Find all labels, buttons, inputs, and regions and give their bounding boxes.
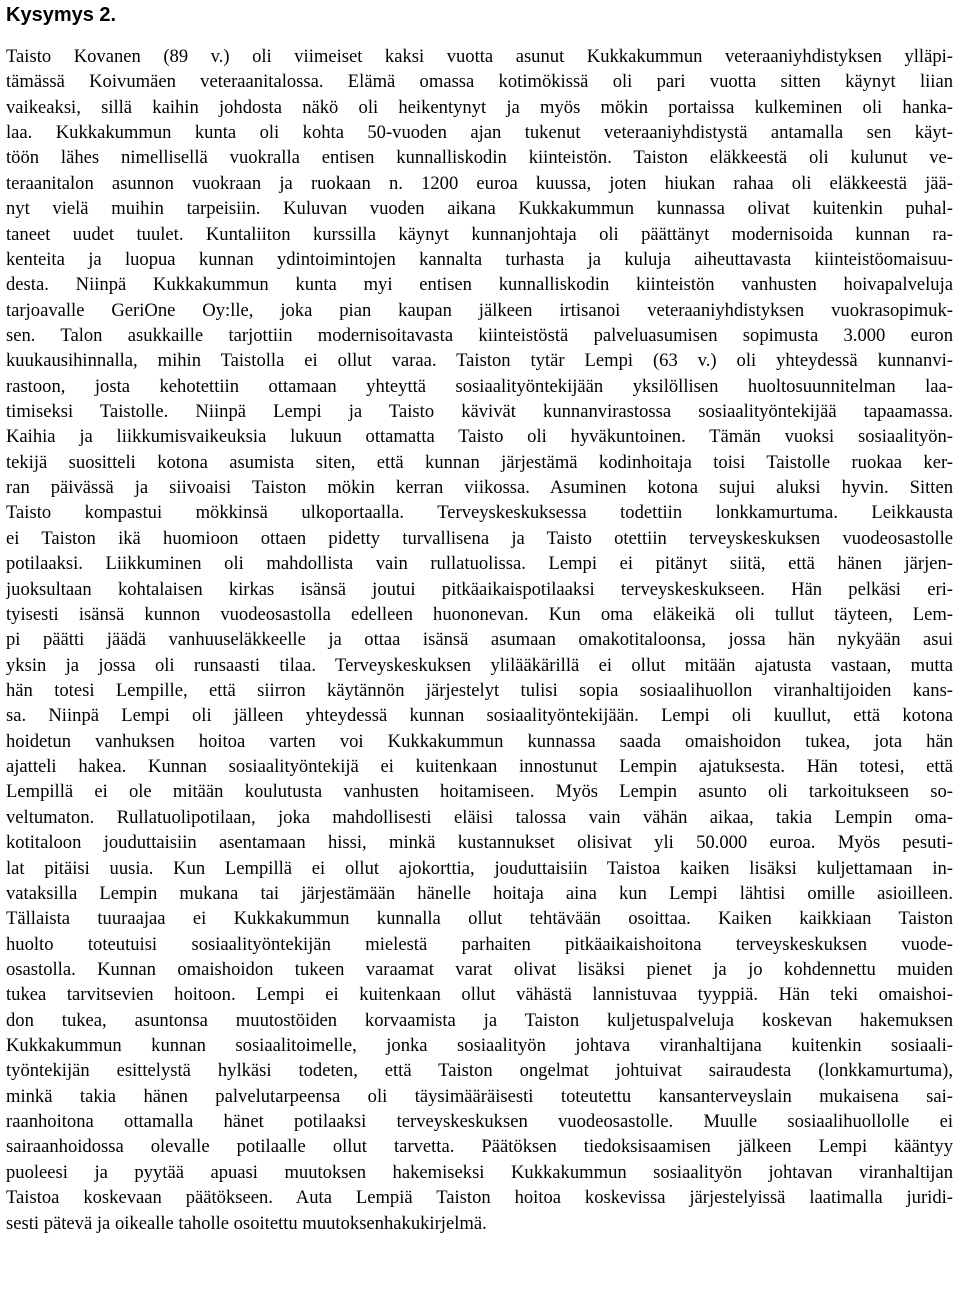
text-line: sen. Talon asukkaille tarjottiin modernisoitavasta kiinteistöstä palveluasumisen sopimusta 3.000 euron	[6, 324, 953, 346]
text-line: nyt vielä muihin tarpeisiin. Kuluvan vuoden aikana Kukkakummun kunnassa olivat kuitenkin puhal-	[6, 198, 953, 220]
text-line: kuukausihinnalla, mihin Taistolla ei ollut varaa. Taiston tytär Lempi (63 v.) oli yhteydessä kunnanvi-	[6, 350, 953, 372]
text-line: raanhoitona ottamalla hänet potilaaksi terveyskeskuksen vuodeosastolle. Muulle sosiaalihuollolle ei	[6, 1111, 953, 1133]
text-line: tekijä suositteli kotona asumista siten, että kunnan järjestämä kodinhoitaja toisi Taistolle ruokaa ker-	[6, 451, 953, 473]
text-line: sairaanhoidossa olevalle potilaalle ollut tarvetta. Päätöksen tiedoksisaamisen jälkeen Lempi kääntyy	[6, 1136, 953, 1158]
text-line: sesti pätevä ja oikealle taholle osoitettu muutoksenhakukirjelmä.	[6, 1212, 487, 1234]
text-line: veltumaton. Rullatuolipotilaan, joka mahdollisesti eläisi talossa vain vähän aikaa, takia Lempin oma-	[6, 806, 953, 828]
text-line: desta. Niinpä Kukkakummun kunta myi entisen kunnalliskodin kiinteistön vanhusten hoivapalveluja	[6, 274, 953, 296]
text-line: kotitaloon jouduttaisiin asentamaan hissi, minkä kustannukset olisivat yli 50.000 euroa. Myös pesuti-	[6, 832, 953, 854]
text-line: Taistoa koskevaan päätökseen. Auta Lempiä Taiston hoitoa koskevissa järjestelyissä laatimalla juridi-	[6, 1187, 953, 1209]
text-line: juoksultaan kohtalaisen kirkas isänsä joutui pitkäaikaispotilaaksi terveyskeskukseen. Hän pelkäsi eri-	[6, 578, 953, 600]
text-line: Taisto Kovanen (89 v.) oli viimeiset kaksi vuotta asunut Kukkakummun veteraaniyhdistyksen ylläpi-	[6, 46, 953, 67]
text-line: laa. Kukkakummun kunta oli kohta 50-vuoden ajan tukenut veteraaniyhdistystä antamalla sen käyt-	[6, 122, 953, 144]
text-line: Kaihia ja liikkumisvaikeuksia lukuun ottamatta Taisto oli hyväkuntoinen. Tämän vuoksi sosiaalityön-	[6, 426, 953, 448]
text-line: Taisto kompastui mökkinsä ulkoportaalla. Terveyskeskuksessa todettiin lonkkamurtuma. Leikkausta	[6, 502, 953, 524]
text-line: hän totesi Lempille, että siirron käytännön järjestelyt tulisi sopia sosiaalihuollon viranhaltijoiden kans-	[6, 679, 953, 701]
text-line: taneet uudet tuulet. Kuntaliiton kurssilla käynyt kunnanjohtaja oli päättänyt modernisoida kunnan ra-	[6, 223, 953, 245]
text-line: puoleesi ja pyytää apuasi muutoksen hakemiseksi Kukkakummun sosiaalityön johtavan viranhaltijan	[6, 1161, 953, 1183]
text-line: sa. Niinpä Lempi oli jälleen yhteydessä kunnan sosiaalityöntekijään. Lempi oli kuullut, että kotona	[6, 705, 953, 727]
text-line: osastolla. Kunnan omaishoidon tukeen varaamat varat olivat lisäksi pienet ja jo kohdennettu muiden	[6, 958, 953, 980]
text-line: timiseksi Taistolle. Niinpä Lempi ja Taisto kävivät kunnanvirastossa sosiaalityöntekijää tapaamassa.	[6, 401, 953, 423]
text-line: lat pitäisi uusia. Kun Lempillä ei ollut ajokorttia, jouduttaisiin Taistoa kaiken lisäksi kuljettamaan in-	[6, 857, 953, 879]
text-line: Lempillä ei ole mitään koulutusta vanhusten hoitamiseen. Myös Lempin asunto oli tarkoitukseen so-	[6, 781, 953, 803]
text-line: tämässä Koivumäen veteraanitalossa. Elämä omassa kotimökissä oli pari vuotta sitten käynyt liian	[6, 71, 953, 93]
case-description	[6, 44, 953, 1236]
text-line: työntekijän esittelystä hylkäsi todeten, että Taiston ongelmat johtuivat sairaudesta (lonkkamurtuma),	[6, 1060, 953, 1082]
text-line: vataksilla Lempin mukana tai järjestämään hänelle hoitaja aina kun Lempi lähtisi omille asioilleen.	[6, 882, 953, 904]
text-line: tyisesti isänsä kunnon vuodeosastolla edelleen huononevan. Kun oma eläkeikä oli tullut täyteen, Lem-	[6, 603, 953, 625]
text-line: teraanitalon asunnon vuokraan ja ruokaan n. 1200 euroa kuussa, joten hiukan rahaa oli eläkkeestä jää-	[6, 172, 953, 194]
text-line: pi päätti jäädä vanhuuseläkkeelle ja ottaa isänsä asumaan omakotitaloonsa, jossa hän nykyään asui	[6, 629, 953, 651]
text-line: kenteita ja luopua kunnan ydintoimintojen kannalta turhasta ja kuluja aiheuttavasta kiinteistöomaisuu-	[6, 248, 953, 270]
text-line: huolto toteutuisi sosiaalityöntekijän mielestä parhaiten pitkäaikaishoitona terveyskeskuksen vuode-	[6, 933, 953, 955]
text-line: potilaaksi. Liikkuminen oli mahdollista vain rullatuolissa. Lempi ei pitänyt siitä, että hänen järjen-	[6, 553, 953, 575]
text-line: yksin ja jossa oli runsaasti tilaa. Terveyskeskuksen ylilääkärillä ei ollut mitään ajatusta vastaan, mutta	[6, 654, 953, 676]
text-line: tukea tarvitsevien hoitoon. Lempi ei kuitenkaan ollut vähästä lannistuvaa tyyppiä. Hän teki omaishoi-	[6, 984, 953, 1006]
text-line: töön lähes nimellisellä vuokralla entisen kunnalliskodin kiinteistön. Taiston eläkkeestä oli kulunut ve-	[6, 147, 953, 169]
text-line: Kukkakummun kunnan sosiaalitoimelle, jonka sosiaalityön johtava viranhaltijana kuitenkin sosiaali-	[6, 1035, 953, 1057]
text-line: rastoon, josta kehotettiin ottamaan yhteyttä sosiaalityöntekijään yksilöllisen huoltosuunnitelman laa-	[6, 375, 953, 397]
text-line: ran päivässä ja siivoaisi Taiston mökin kerran viikossa. Asuminen kotona sujui aluksi hyvin. Sitten	[6, 477, 953, 499]
text-line: tarjoavalle GeriOne Oy:lle, joka pian kaupan jälkeen irtisanoi veteraaniyhdistyksen vuokrasopimuk-	[6, 299, 953, 321]
text-line: ajatteli hakea. Kunnan sosiaalityöntekijä ei kuitenkaan innostunut Lempin ajatuksesta. Hän totesi, että	[6, 756, 953, 778]
text-line: hoidetun vanhuksen hoitoa varten voi Kukkakummun kunnassa saada omaishoidon tukea, jota hän	[6, 730, 953, 752]
text-line: vaikeaksi, sillä kaihin johdosta näkö oli heikentynyt ja myös mökin portaissa kulkeminen oli hanka-	[6, 96, 953, 118]
text-line: Tällaista tuuraajaa ei Kukkakummun kunnalla ollut tehtävään osoittaa. Kaiken kaikkiaan Taiston	[6, 908, 953, 930]
text-line: minkä takia hänen palvelutarpeensa oli täysimääräisesti toteutettu kansanterveyslain mukaisena sai-	[6, 1085, 953, 1107]
text-line: don tukea, asuntonsa muutostöiden korvaamista ja Taiston kuljetuspalveluja koskevan hakemuksen	[6, 1009, 953, 1031]
text-line: ei Taiston ikä huomioon ottaen pidetty turvallisena ja Taisto otettiin terveyskeskuksen vuodeosastolle	[6, 527, 953, 549]
question-heading: Kysymys 2.	[6, 4, 117, 26]
